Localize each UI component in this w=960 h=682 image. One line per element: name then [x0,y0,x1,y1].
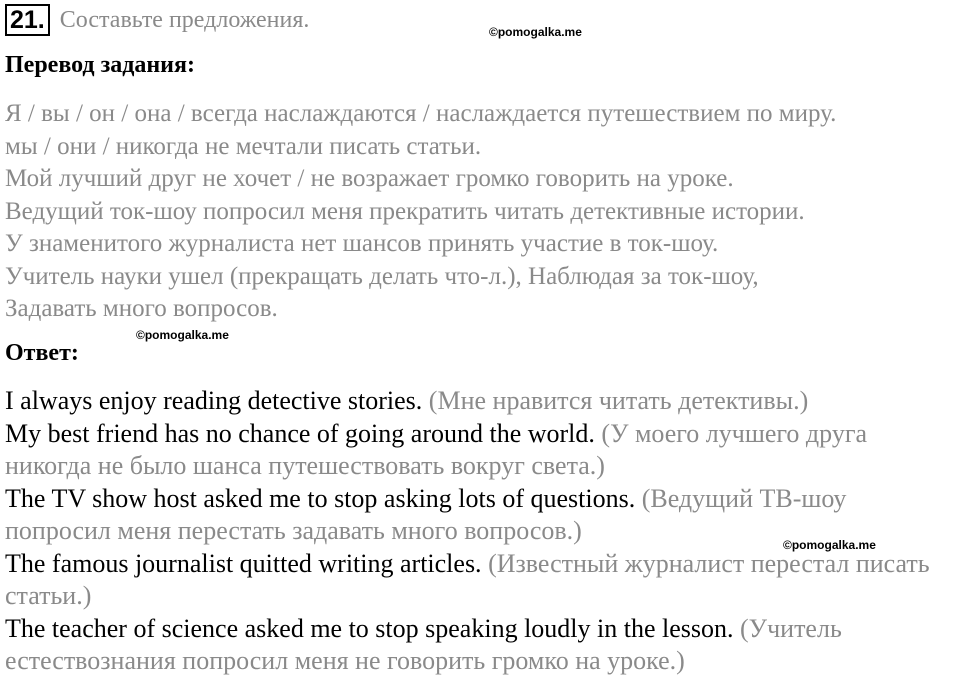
translation-line: Мой лучший друг не хочет / не возражает громко говорить на уроке. [5,165,734,192]
answer-russian: (Мне нравится читать детективы.) [428,386,809,415]
answer-list [5,385,955,678]
watermark: ©pomogalka.me [489,25,582,39]
translation-line: Задавать много вопросов. [5,295,278,322]
answer-item [5,385,955,418]
watermark: ©pomogalka.me [136,328,229,342]
translation-line: Ведущий ток-шоу попросил меня прекратить читать детективные истории. [5,197,805,225]
answer-english: The TV show host asked me to stop asking lots of questions. [5,483,636,513]
answer-russian: (Ведущий ТВ-шоу попросил меня перестать задавать много вопросов.) [5,483,847,545]
answer-english: The teacher of science asked me to stop speaking loudly in the lesson. [5,613,734,643]
answer-english: My best friend has no chance of going around the world. [5,418,595,448]
answer-russian: (Известный журналист перестал писать статьи.) [5,548,930,610]
translation-line: мы / они / никогда не мечтали писать статьи. [5,132,482,160]
answer-russian: (Учитель естествознания попросил меня не говорить громко на уроке.) [5,613,842,675]
watermark: ©pomogalka.me [783,538,876,552]
translation-line: Я / вы / он / она / всегда наслаждаются / наслаждается путешествием по миру. [5,100,837,127]
translation-line: У знаменитого журналиста нет шансов принять участие в ток-шоу. [5,230,719,257]
answer-item [5,613,955,678]
translation-list [5,98,836,326]
answer-heading: Ответ: [5,340,79,366]
translation-line: Учитель науки ушел (прекращать делать что-л.), Наблюдая за ток-шоу, [5,262,759,290]
task-header [5,4,309,36]
answer-russian: (У моего лучшего друга никогда не было шанса путешествовать вокруг света.) [5,418,868,480]
task-instruction: Составьте предложения. [59,6,310,33]
answer-english: I always enjoy reading detective stories. [5,386,423,415]
task-number: 21. [5,4,50,36]
answer-item [5,418,955,483]
answer-english: The famous journalist quitted writing articles. [5,548,482,578]
answer-item [5,548,955,613]
translation-heading: Перевод задания: [5,52,195,78]
